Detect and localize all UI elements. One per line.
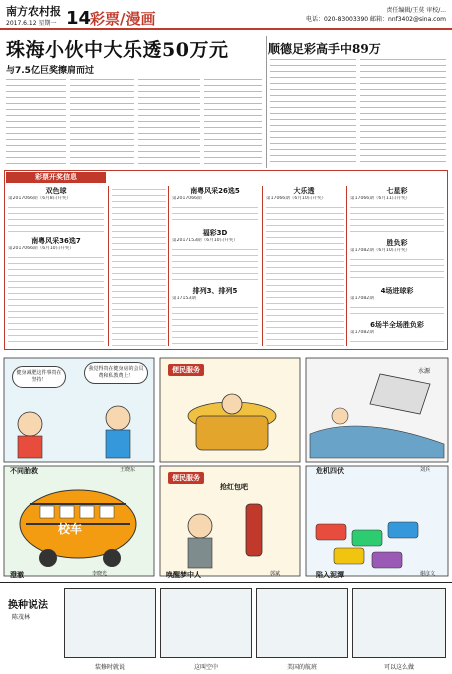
game-issue-4cjq: 第17082期 [350, 296, 374, 301]
editor-contact [306, 6, 446, 24]
col-divider-2 [168, 186, 169, 346]
cartoon-section [0, 354, 452, 580]
side-rule [266, 36, 267, 168]
lead-body-col-1 [6, 76, 66, 166]
game-title-sfc: 胜负彩 [386, 239, 408, 247]
ssq-prize-table [112, 186, 166, 346]
game-title-4cjq: 4场进球彩 [380, 287, 414, 295]
col-divider-1 [108, 186, 109, 346]
game-title-pl3pl5: 排列3、排列5 [192, 287, 238, 295]
sfc-details [350, 256, 444, 282]
side-headline: 顺德足彩高手中89万 [268, 42, 381, 56]
credit-5: 谢彦文 [420, 571, 436, 577]
game-title-36x7: 南粤风采36选7 [31, 237, 81, 245]
caption-trap: 陷入泥潭 [316, 571, 344, 579]
lead-headline: 珠海小伙中大乐透50万元 [6, 39, 229, 61]
game-issue-dlt: 第17066期（6月10日开奖） [266, 196, 327, 201]
game-issue-3d: 第2017153期（6月10日开奖） [172, 238, 238, 243]
caption-heavy: 不同胎救 [10, 467, 38, 475]
editor-line: 责任编辑/王莫 审校/... [386, 7, 446, 14]
credit-3: 郭斌 [270, 571, 281, 577]
school-bus-label: 校车 [58, 522, 83, 536]
col-divider-4 [346, 186, 347, 346]
bottle-text: 抢红包吧 [220, 483, 248, 491]
caption-dream: 唤醒梦中人 [166, 571, 201, 579]
game-issue-ssq: 第2017066期（6月8日开奖） [8, 196, 72, 201]
lead-body-col-3 [138, 76, 200, 166]
speech-bubble-left: 健身减肥这件事贵在坚持！ [12, 366, 66, 388]
game-issue-7xc: 第17066期（6月11日开奖） [350, 196, 411, 201]
strip-panel-1 [64, 588, 156, 658]
caption-crisis: 危机四伏 [316, 467, 344, 475]
credit-1: 王晓东 [120, 467, 136, 473]
side-body-col-1 [270, 56, 356, 166]
26x5-details [172, 204, 258, 224]
6cbqc-details [350, 338, 444, 346]
36x7-details [8, 254, 104, 346]
game-issue-36x7: 第2017066期（6月10日开奖） [8, 246, 74, 251]
dlt-details [266, 204, 344, 346]
lottery-banner: 彩票开奖信息 [6, 172, 106, 183]
game-title-3d: 福彩3D [202, 229, 228, 237]
game-issue-pl3pl5: 第17153期 [172, 296, 196, 301]
credit-2: 李晓光 [92, 571, 108, 577]
phone-email-line: 电话：020-83003390 邮箱：nnf3402@sina.com [305, 16, 446, 23]
speech-bubble-right: 我觉得贵在健身房的会员费和私教费上！ [84, 362, 148, 384]
strip-caption-3: 美国的航班 [286, 664, 317, 671]
lead-subhead: 与7.5亿巨奖擦肩而过 [6, 66, 94, 76]
strip-caption-4: 可以这么做 [383, 664, 414, 671]
game-issue-sfc: 第17082期（6月10日开奖） [350, 248, 411, 253]
game-issue-26x5: 第2017066期 [172, 196, 202, 201]
strip-caption-1: 装修时就说 [94, 664, 125, 671]
game-title-26x5: 南粤风采26选5 [190, 187, 240, 195]
section-title: 彩票/漫画 [90, 10, 156, 28]
game-title-6cbqc: 6场半全场胜负彩 [370, 321, 424, 329]
lead-body-col-4 [204, 76, 262, 166]
strip-panel-3 [256, 588, 348, 658]
cartoon-art [0, 354, 452, 580]
game-title-dlt: 大乐透 [293, 187, 315, 195]
strip-caption-2: 这叫空中 [193, 664, 218, 671]
caption-clear: 澄澈 [10, 571, 24, 579]
side-body-col-2 [360, 56, 446, 166]
lead-body-col-2 [70, 76, 134, 166]
game-title-ssq: 双色球 [45, 187, 67, 195]
strip-panel-2 [160, 588, 252, 658]
convenience-tag-bottom: 便民服务 [168, 472, 204, 484]
strip-author: 陈茂林 [12, 614, 31, 621]
strip-panel-4 [352, 588, 446, 658]
strip-title: 换种说法 [8, 600, 48, 611]
page-number: 14 [66, 8, 92, 29]
7xc-details [350, 204, 444, 234]
game-issue-6cbqc: 第17082期 [350, 330, 374, 335]
ssq-details [8, 204, 104, 234]
convenience-tag-top: 便民服务 [168, 364, 204, 376]
3d-details [172, 246, 258, 282]
4cjq-details [350, 304, 444, 318]
credit-4: 刘兵 [420, 467, 431, 473]
newspaper-logo: 南方农村报 [6, 5, 61, 18]
issue-date: 2017.6.12 星期一 [6, 20, 57, 27]
col-divider-3 [262, 186, 263, 346]
water-sign: 水源 [418, 368, 431, 375]
pl3pl5-details [172, 304, 258, 346]
game-title-7xc: 七星彩 [386, 187, 408, 195]
